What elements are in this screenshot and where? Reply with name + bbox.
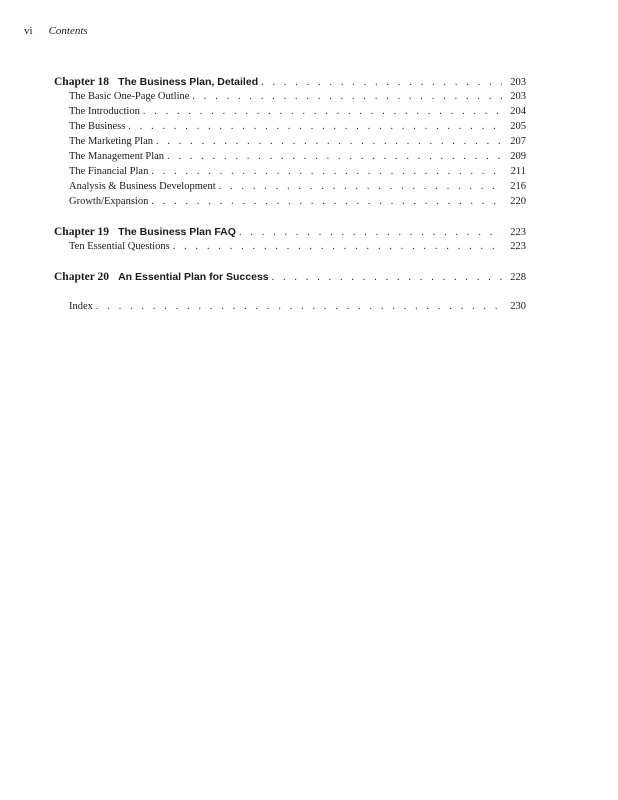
- entry-label: Growth/Expansion: [69, 196, 149, 207]
- chapter-number: Chapter 19: [54, 226, 110, 238]
- entry-label: Analysis & Business Development: [69, 181, 216, 192]
- dot-leader: [173, 241, 502, 252]
- dot-leader: [192, 91, 502, 102]
- page-number: 223: [510, 241, 526, 252]
- page-number: 220: [510, 196, 526, 207]
- dot-leader: [219, 181, 502, 192]
- running-head-title: Contents: [48, 25, 88, 37]
- page-number: 211: [510, 166, 526, 177]
- entry-label: Ten Essential Questions: [69, 241, 170, 252]
- toc-entry[interactable]: [54, 106, 526, 121]
- dot-leader: [272, 272, 502, 283]
- toc-entry[interactable]: [54, 241, 526, 256]
- chapter-title: An Essential Plan for Success: [118, 271, 269, 283]
- toc-entry[interactable]: [54, 181, 526, 196]
- dot-leader: [151, 166, 502, 177]
- toc-index[interactable]: [54, 301, 526, 316]
- table-of-contents: [54, 76, 526, 316]
- dot-leader: [167, 151, 502, 162]
- entry-label: The Basic One-Page Outline: [69, 91, 190, 102]
- page-numeral: vi: [24, 25, 33, 37]
- dot-leader: [143, 106, 502, 117]
- dot-leader: [156, 136, 502, 147]
- entry-label: The Marketing Plan: [69, 136, 153, 147]
- page-number: 205: [510, 121, 526, 132]
- chapter-number: Chapter 18: [54, 76, 110, 88]
- dot-leader: [96, 301, 502, 312]
- entry-label: The Business: [69, 121, 126, 132]
- chapter-title: The Business Plan FAQ: [118, 226, 236, 238]
- chapter-title: The Business Plan, Detailed: [118, 76, 259, 88]
- page-number: 230: [510, 301, 526, 312]
- dot-leader: [239, 227, 502, 238]
- dot-leader: [128, 121, 502, 132]
- page-number: 209: [510, 151, 526, 162]
- page-number: 203: [510, 77, 526, 88]
- chapter-number: Chapter 20: [54, 271, 110, 283]
- toc-entry[interactable]: [54, 196, 526, 211]
- dot-leader: [151, 196, 502, 207]
- toc-entry[interactable]: [54, 136, 526, 151]
- page-number: 204: [510, 106, 526, 117]
- entry-label: The Management Plan: [69, 151, 165, 162]
- toc-entry[interactable]: [54, 151, 526, 166]
- page-number: 223: [510, 227, 526, 238]
- toc-entry[interactable]: [54, 121, 526, 136]
- dot-leader: [261, 77, 502, 88]
- toc-entry[interactable]: [54, 91, 526, 106]
- entry-label: The Introduction: [69, 106, 140, 117]
- running-head: [24, 25, 88, 37]
- page-number: 228: [510, 272, 526, 283]
- entry-label: The Financial Plan: [69, 166, 149, 177]
- page-number: 203: [510, 91, 526, 102]
- toc-entry[interactable]: [54, 166, 526, 181]
- toc-chapter-18[interactable]: [54, 76, 526, 91]
- toc-chapter-20[interactable]: [54, 271, 526, 286]
- page-number: 207: [510, 136, 526, 147]
- index-label: Index: [69, 301, 93, 312]
- toc-chapter-19[interactable]: [54, 226, 526, 241]
- page-number: 216: [510, 181, 526, 192]
